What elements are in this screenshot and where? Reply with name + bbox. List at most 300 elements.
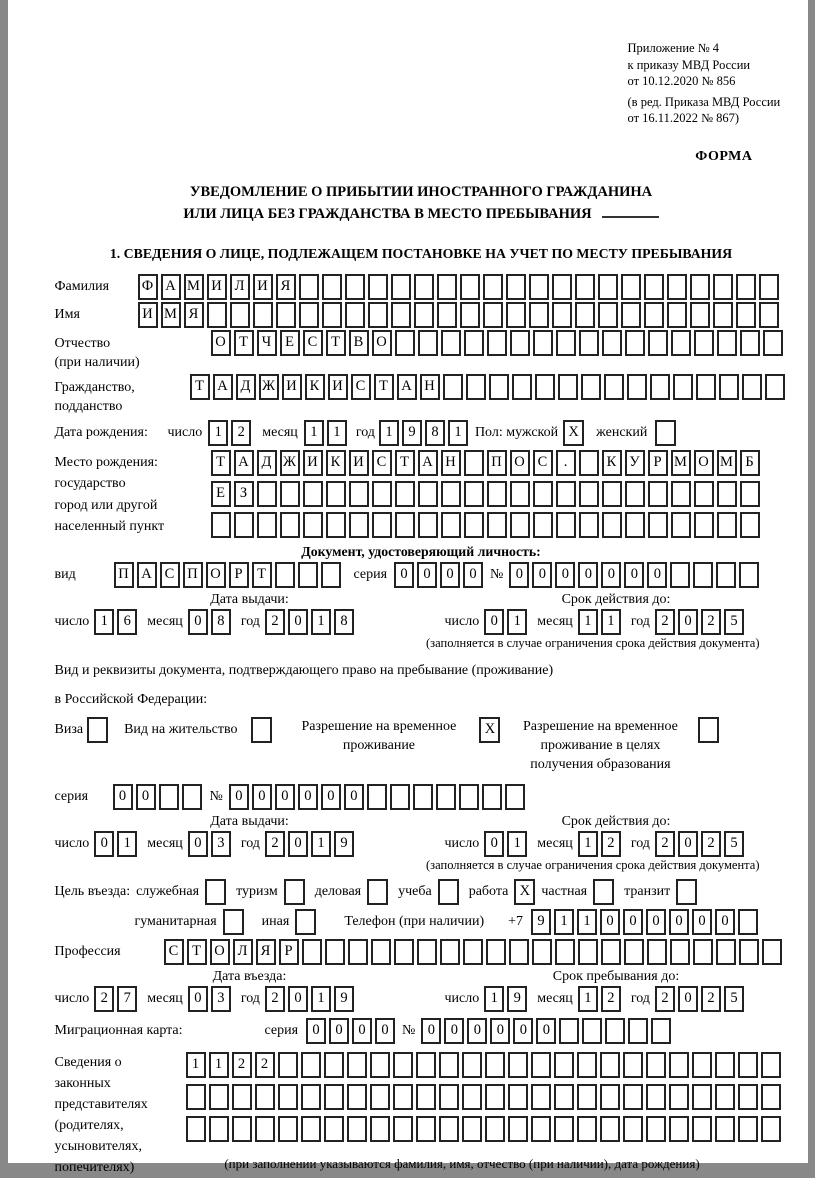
char-cell[interactable] <box>299 302 319 328</box>
char-cell[interactable]: 1 <box>601 609 621 635</box>
char-cell[interactable] <box>371 939 391 965</box>
char-cell[interactable] <box>348 939 368 965</box>
char-cell[interactable] <box>347 1084 367 1110</box>
char-cell[interactable] <box>437 274 457 300</box>
char-cell[interactable] <box>303 481 323 507</box>
char-cell[interactable] <box>487 512 507 538</box>
char-cell[interactable]: С <box>351 374 371 400</box>
char-cell[interactable] <box>529 274 549 300</box>
char-cell[interactable]: Е <box>280 330 300 356</box>
char-cell[interactable] <box>533 481 553 507</box>
char-cell[interactable] <box>621 302 641 328</box>
char-cell[interactable] <box>579 330 599 356</box>
char-cell[interactable] <box>694 512 714 538</box>
purpose-business-checkbox[interactable] <box>367 879 388 905</box>
char-cell[interactable] <box>345 302 365 328</box>
char-cell[interactable] <box>554 1116 574 1142</box>
char-cell[interactable] <box>713 274 733 300</box>
char-cell[interactable] <box>556 512 576 538</box>
char-cell[interactable] <box>298 562 318 588</box>
char-cell[interactable]: М <box>184 274 204 300</box>
char-cell[interactable]: 0 <box>532 562 552 588</box>
char-cell[interactable] <box>464 330 484 356</box>
char-cell[interactable]: Л <box>233 939 253 965</box>
char-cell[interactable] <box>761 1084 781 1110</box>
char-cell[interactable]: 1 <box>577 909 597 935</box>
char-cell[interactable]: 7 <box>117 986 137 1012</box>
char-cell[interactable] <box>302 939 322 965</box>
char-cell[interactable] <box>372 481 392 507</box>
char-cell[interactable]: З <box>234 481 254 507</box>
purpose-humanitarian-checkbox[interactable] <box>223 909 244 935</box>
char-cell[interactable]: 0 <box>646 909 666 935</box>
char-cell[interactable] <box>647 939 667 965</box>
char-cell[interactable]: 0 <box>417 562 437 588</box>
char-cell[interactable] <box>719 374 739 400</box>
char-cell[interactable] <box>623 1084 643 1110</box>
char-cell[interactable] <box>738 1084 758 1110</box>
char-cell[interactable] <box>742 374 762 400</box>
char-cell[interactable] <box>301 1052 321 1078</box>
char-cell[interactable]: 9 <box>334 986 354 1012</box>
char-cell[interactable] <box>459 784 479 810</box>
char-cell[interactable] <box>759 274 779 300</box>
char-cell[interactable] <box>627 374 647 400</box>
char-cell[interactable] <box>417 939 437 965</box>
char-cell[interactable] <box>443 374 463 400</box>
char-cell[interactable] <box>577 1052 597 1078</box>
char-cell[interactable] <box>717 330 737 356</box>
char-cell[interactable] <box>464 512 484 538</box>
char-cell[interactable] <box>257 481 277 507</box>
char-cell[interactable] <box>505 784 525 810</box>
char-cell[interactable] <box>322 302 342 328</box>
char-cell[interactable]: 1 <box>311 609 331 635</box>
char-cell[interactable] <box>460 274 480 300</box>
char-cell[interactable]: Ф <box>138 274 158 300</box>
char-cell[interactable] <box>713 302 733 328</box>
char-cell[interactable]: 0 <box>275 784 295 810</box>
char-cell[interactable] <box>579 450 599 476</box>
char-cell[interactable] <box>393 1084 413 1110</box>
char-cell[interactable] <box>159 784 179 810</box>
char-cell[interactable] <box>413 784 433 810</box>
char-cell[interactable] <box>529 302 549 328</box>
purpose-study-checkbox[interactable] <box>438 879 459 905</box>
char-cell[interactable]: 2 <box>94 986 114 1012</box>
char-cell[interactable] <box>393 1052 413 1078</box>
char-cell[interactable]: Т <box>190 374 210 400</box>
char-cell[interactable] <box>303 512 323 538</box>
char-cell[interactable]: 0 <box>678 986 698 1012</box>
char-cell[interactable] <box>582 1018 602 1044</box>
char-cell[interactable] <box>326 481 346 507</box>
char-cell[interactable]: 0 <box>94 831 114 857</box>
char-cell[interactable]: 1 <box>94 609 114 635</box>
char-cell[interactable] <box>209 1084 229 1110</box>
char-cell[interactable] <box>255 1116 275 1142</box>
char-cell[interactable] <box>367 784 387 810</box>
char-cell[interactable] <box>510 481 530 507</box>
char-cell[interactable] <box>669 1052 689 1078</box>
char-cell[interactable] <box>440 939 460 965</box>
char-cell[interactable]: 0 <box>113 784 133 810</box>
char-cell[interactable] <box>418 330 438 356</box>
char-cell[interactable] <box>436 784 456 810</box>
char-cell[interactable] <box>462 1084 482 1110</box>
char-cell[interactable] <box>623 1116 643 1142</box>
char-cell[interactable] <box>349 512 369 538</box>
char-cell[interactable] <box>717 481 737 507</box>
char-cell[interactable] <box>740 481 760 507</box>
char-cell[interactable]: 1 <box>554 909 574 935</box>
char-cell[interactable]: Т <box>187 939 207 965</box>
char-cell[interactable] <box>509 939 529 965</box>
char-cell[interactable]: А <box>213 374 233 400</box>
char-cell[interactable] <box>739 939 759 965</box>
char-cell[interactable]: Т <box>234 330 254 356</box>
char-cell[interactable]: Н <box>441 450 461 476</box>
char-cell[interactable] <box>275 562 295 588</box>
char-cell[interactable] <box>487 481 507 507</box>
char-cell[interactable]: 0 <box>601 562 621 588</box>
char-cell[interactable]: 5 <box>724 831 744 857</box>
char-cell[interactable] <box>623 1052 643 1078</box>
char-cell[interactable] <box>531 1116 551 1142</box>
char-cell[interactable] <box>439 1084 459 1110</box>
char-cell[interactable]: 1 <box>117 831 137 857</box>
char-cell[interactable] <box>489 374 509 400</box>
char-cell[interactable] <box>232 1116 252 1142</box>
char-cell[interactable] <box>738 1052 758 1078</box>
char-cell[interactable]: 9 <box>507 986 527 1012</box>
char-cell[interactable] <box>485 1084 505 1110</box>
char-cell[interactable] <box>575 274 595 300</box>
char-cell[interactable]: 1 <box>311 831 331 857</box>
char-cell[interactable] <box>715 1084 735 1110</box>
char-cell[interactable]: 2 <box>231 420 251 446</box>
char-cell[interactable]: 0 <box>288 831 308 857</box>
char-cell[interactable]: 2 <box>701 831 721 857</box>
char-cell[interactable] <box>739 562 759 588</box>
char-cell[interactable]: 1 <box>186 1052 206 1078</box>
char-cell[interactable] <box>650 374 670 400</box>
char-cell[interactable] <box>280 512 300 538</box>
char-cell[interactable] <box>368 302 388 328</box>
char-cell[interactable] <box>510 330 530 356</box>
char-cell[interactable] <box>532 939 552 965</box>
char-cell[interactable] <box>441 512 461 538</box>
char-cell[interactable]: 0 <box>623 909 643 935</box>
char-cell[interactable] <box>533 512 553 538</box>
char-cell[interactable] <box>696 374 716 400</box>
char-cell[interactable] <box>209 1116 229 1142</box>
char-cell[interactable] <box>372 512 392 538</box>
char-cell[interactable]: 3 <box>211 831 231 857</box>
char-cell[interactable] <box>508 1052 528 1078</box>
char-cell[interactable]: И <box>253 274 273 300</box>
char-cell[interactable]: 2 <box>265 986 285 1012</box>
char-cell[interactable]: С <box>372 450 392 476</box>
char-cell[interactable] <box>694 481 714 507</box>
char-cell[interactable] <box>234 512 254 538</box>
char-cell[interactable]: . <box>556 450 576 476</box>
char-cell[interactable]: 1 <box>507 609 527 635</box>
char-cell[interactable]: 0 <box>678 609 698 635</box>
char-cell[interactable]: 0 <box>288 609 308 635</box>
char-cell[interactable]: 2 <box>255 1052 275 1078</box>
char-cell[interactable] <box>416 1116 436 1142</box>
char-cell[interactable]: 8 <box>334 609 354 635</box>
char-cell[interactable] <box>740 512 760 538</box>
char-cell[interactable] <box>693 562 713 588</box>
char-cell[interactable]: Р <box>229 562 249 588</box>
char-cell[interactable] <box>738 1116 758 1142</box>
char-cell[interactable] <box>554 1052 574 1078</box>
char-cell[interactable]: И <box>207 274 227 300</box>
char-cell[interactable]: О <box>372 330 392 356</box>
char-cell[interactable] <box>182 784 202 810</box>
char-cell[interactable] <box>669 1116 689 1142</box>
char-cell[interactable] <box>508 1116 528 1142</box>
char-cell[interactable] <box>506 302 526 328</box>
char-cell[interactable]: 0 <box>484 609 504 635</box>
char-cell[interactable]: И <box>282 374 302 400</box>
char-cell[interactable] <box>556 481 576 507</box>
char-cell[interactable] <box>211 512 231 538</box>
char-cell[interactable]: Р <box>279 939 299 965</box>
char-cell[interactable]: 0 <box>509 562 529 588</box>
char-cell[interactable]: 2 <box>601 986 621 1012</box>
char-cell[interactable] <box>533 330 553 356</box>
char-cell[interactable] <box>717 512 737 538</box>
char-cell[interactable] <box>740 330 760 356</box>
char-cell[interactable] <box>416 1084 436 1110</box>
char-cell[interactable]: 8 <box>211 609 231 635</box>
char-cell[interactable] <box>506 274 526 300</box>
char-cell[interactable]: К <box>602 450 622 476</box>
char-cell[interactable] <box>736 302 756 328</box>
char-cell[interactable] <box>692 1084 712 1110</box>
char-cell[interactable] <box>418 481 438 507</box>
char-cell[interactable] <box>693 939 713 965</box>
char-cell[interactable] <box>512 374 532 400</box>
char-cell[interactable]: 0 <box>321 784 341 810</box>
char-cell[interactable]: 9 <box>402 420 422 446</box>
char-cell[interactable] <box>715 1116 735 1142</box>
char-cell[interactable]: 0 <box>555 562 575 588</box>
char-cell[interactable]: 1 <box>327 420 347 446</box>
char-cell[interactable]: 3 <box>211 986 231 1012</box>
char-cell[interactable] <box>370 1116 390 1142</box>
char-cell[interactable]: 0 <box>467 1018 487 1044</box>
char-cell[interactable]: 0 <box>490 1018 510 1044</box>
char-cell[interactable]: 2 <box>265 609 285 635</box>
char-cell[interactable] <box>579 481 599 507</box>
char-cell[interactable] <box>345 274 365 300</box>
char-cell[interactable]: 0 <box>513 1018 533 1044</box>
purpose-tourism-checkbox[interactable] <box>284 879 305 905</box>
char-cell[interactable]: Ч <box>257 330 277 356</box>
char-cell[interactable]: К <box>305 374 325 400</box>
char-cell[interactable] <box>605 1018 625 1044</box>
char-cell[interactable] <box>324 1052 344 1078</box>
char-cell[interactable] <box>483 302 503 328</box>
char-cell[interactable]: Т <box>326 330 346 356</box>
char-cell[interactable] <box>625 330 645 356</box>
char-cell[interactable] <box>690 274 710 300</box>
char-cell[interactable]: Я <box>184 302 204 328</box>
char-cell[interactable] <box>651 1018 671 1044</box>
char-cell[interactable] <box>694 330 714 356</box>
char-cell[interactable] <box>301 1116 321 1142</box>
char-cell[interactable] <box>598 274 618 300</box>
char-cell[interactable]: М <box>717 450 737 476</box>
char-cell[interactable]: 0 <box>288 986 308 1012</box>
char-cell[interactable] <box>394 939 414 965</box>
char-cell[interactable] <box>552 274 572 300</box>
char-cell[interactable]: П <box>487 450 507 476</box>
char-cell[interactable] <box>558 374 578 400</box>
char-cell[interactable] <box>324 1084 344 1110</box>
temp-residence-checkbox[interactable]: X <box>479 717 500 743</box>
char-cell[interactable]: Я <box>276 274 296 300</box>
char-cell[interactable] <box>581 374 601 400</box>
char-cell[interactable]: 2 <box>655 986 675 1012</box>
char-cell[interactable] <box>621 274 641 300</box>
char-cell[interactable]: У <box>625 450 645 476</box>
char-cell[interactable] <box>673 374 693 400</box>
purpose-work-checkbox[interactable]: X <box>514 879 535 905</box>
char-cell[interactable]: 0 <box>715 909 735 935</box>
char-cell[interactable]: 1 <box>578 986 598 1012</box>
char-cell[interactable] <box>577 1116 597 1142</box>
char-cell[interactable] <box>441 330 461 356</box>
char-cell[interactable] <box>667 274 687 300</box>
char-cell[interactable]: 0 <box>375 1018 395 1044</box>
char-cell[interactable]: Е <box>211 481 231 507</box>
char-cell[interactable]: 8 <box>425 420 445 446</box>
char-cell[interactable] <box>531 1084 551 1110</box>
char-cell[interactable]: 0 <box>298 784 318 810</box>
char-cell[interactable]: 5 <box>724 986 744 1012</box>
char-cell[interactable]: И <box>349 450 369 476</box>
char-cell[interactable]: О <box>210 939 230 965</box>
char-cell[interactable] <box>670 562 690 588</box>
char-cell[interactable] <box>578 939 598 965</box>
char-cell[interactable] <box>395 330 415 356</box>
char-cell[interactable]: 2 <box>655 609 675 635</box>
char-cell[interactable]: 0 <box>624 562 644 588</box>
char-cell[interactable]: 1 <box>448 420 468 446</box>
char-cell[interactable] <box>482 784 502 810</box>
char-cell[interactable] <box>692 1116 712 1142</box>
char-cell[interactable]: 0 <box>440 562 460 588</box>
char-cell[interactable]: 2 <box>701 609 721 635</box>
char-cell[interactable] <box>761 1052 781 1078</box>
char-cell[interactable] <box>759 302 779 328</box>
char-cell[interactable] <box>414 302 434 328</box>
char-cell[interactable] <box>624 939 644 965</box>
char-cell[interactable]: 1 <box>311 986 331 1012</box>
char-cell[interactable] <box>554 1084 574 1110</box>
char-cell[interactable]: 5 <box>724 609 744 635</box>
char-cell[interactable] <box>646 1052 666 1078</box>
char-cell[interactable]: Р <box>648 450 668 476</box>
char-cell[interactable]: И <box>138 302 158 328</box>
char-cell[interactable] <box>555 939 575 965</box>
char-cell[interactable] <box>646 1116 666 1142</box>
char-cell[interactable] <box>370 1084 390 1110</box>
char-cell[interactable]: О <box>211 330 231 356</box>
char-cell[interactable] <box>602 330 622 356</box>
char-cell[interactable] <box>644 302 664 328</box>
char-cell[interactable]: 2 <box>601 831 621 857</box>
char-cell[interactable] <box>559 1018 579 1044</box>
char-cell[interactable]: В <box>349 330 369 356</box>
char-cell[interactable] <box>230 302 250 328</box>
char-cell[interactable] <box>483 274 503 300</box>
char-cell[interactable] <box>414 274 434 300</box>
char-cell[interactable] <box>466 374 486 400</box>
char-cell[interactable]: Д <box>257 450 277 476</box>
char-cell[interactable]: 0 <box>229 784 249 810</box>
char-cell[interactable] <box>602 481 622 507</box>
char-cell[interactable]: С <box>533 450 553 476</box>
char-cell[interactable]: 6 <box>117 609 137 635</box>
char-cell[interactable] <box>301 1084 321 1110</box>
char-cell[interactable] <box>510 512 530 538</box>
char-cell[interactable] <box>552 302 572 328</box>
char-cell[interactable] <box>690 302 710 328</box>
sex-male-checkbox[interactable]: X <box>563 420 584 446</box>
char-cell[interactable]: 1 <box>209 1052 229 1078</box>
char-cell[interactable] <box>186 1116 206 1142</box>
char-cell[interactable] <box>648 330 668 356</box>
char-cell[interactable]: О <box>694 450 714 476</box>
char-cell[interactable]: 0 <box>188 986 208 1012</box>
char-cell[interactable]: О <box>206 562 226 588</box>
char-cell[interactable] <box>487 330 507 356</box>
purpose-transit-checkbox[interactable] <box>676 879 697 905</box>
char-cell[interactable] <box>738 909 758 935</box>
char-cell[interactable]: Т <box>252 562 272 588</box>
char-cell[interactable]: Д <box>236 374 256 400</box>
char-cell[interactable] <box>579 512 599 538</box>
char-cell[interactable] <box>395 481 415 507</box>
char-cell[interactable]: 0 <box>484 831 504 857</box>
char-cell[interactable]: А <box>161 274 181 300</box>
char-cell[interactable] <box>736 274 756 300</box>
visa-checkbox[interactable] <box>87 717 108 743</box>
char-cell[interactable] <box>349 481 369 507</box>
char-cell[interactable] <box>762 939 782 965</box>
char-cell[interactable]: Т <box>395 450 415 476</box>
char-cell[interactable] <box>368 274 388 300</box>
char-cell[interactable]: Я <box>256 939 276 965</box>
char-cell[interactable]: С <box>164 939 184 965</box>
char-cell[interactable] <box>716 562 736 588</box>
char-cell[interactable]: 2 <box>701 986 721 1012</box>
char-cell[interactable] <box>692 1052 712 1078</box>
char-cell[interactable] <box>600 1084 620 1110</box>
char-cell[interactable]: Т <box>374 374 394 400</box>
char-cell[interactable] <box>600 1116 620 1142</box>
char-cell[interactable]: 0 <box>306 1018 326 1044</box>
char-cell[interactable] <box>393 1116 413 1142</box>
sex-female-checkbox[interactable] <box>655 420 676 446</box>
char-cell[interactable]: 0 <box>394 562 414 588</box>
